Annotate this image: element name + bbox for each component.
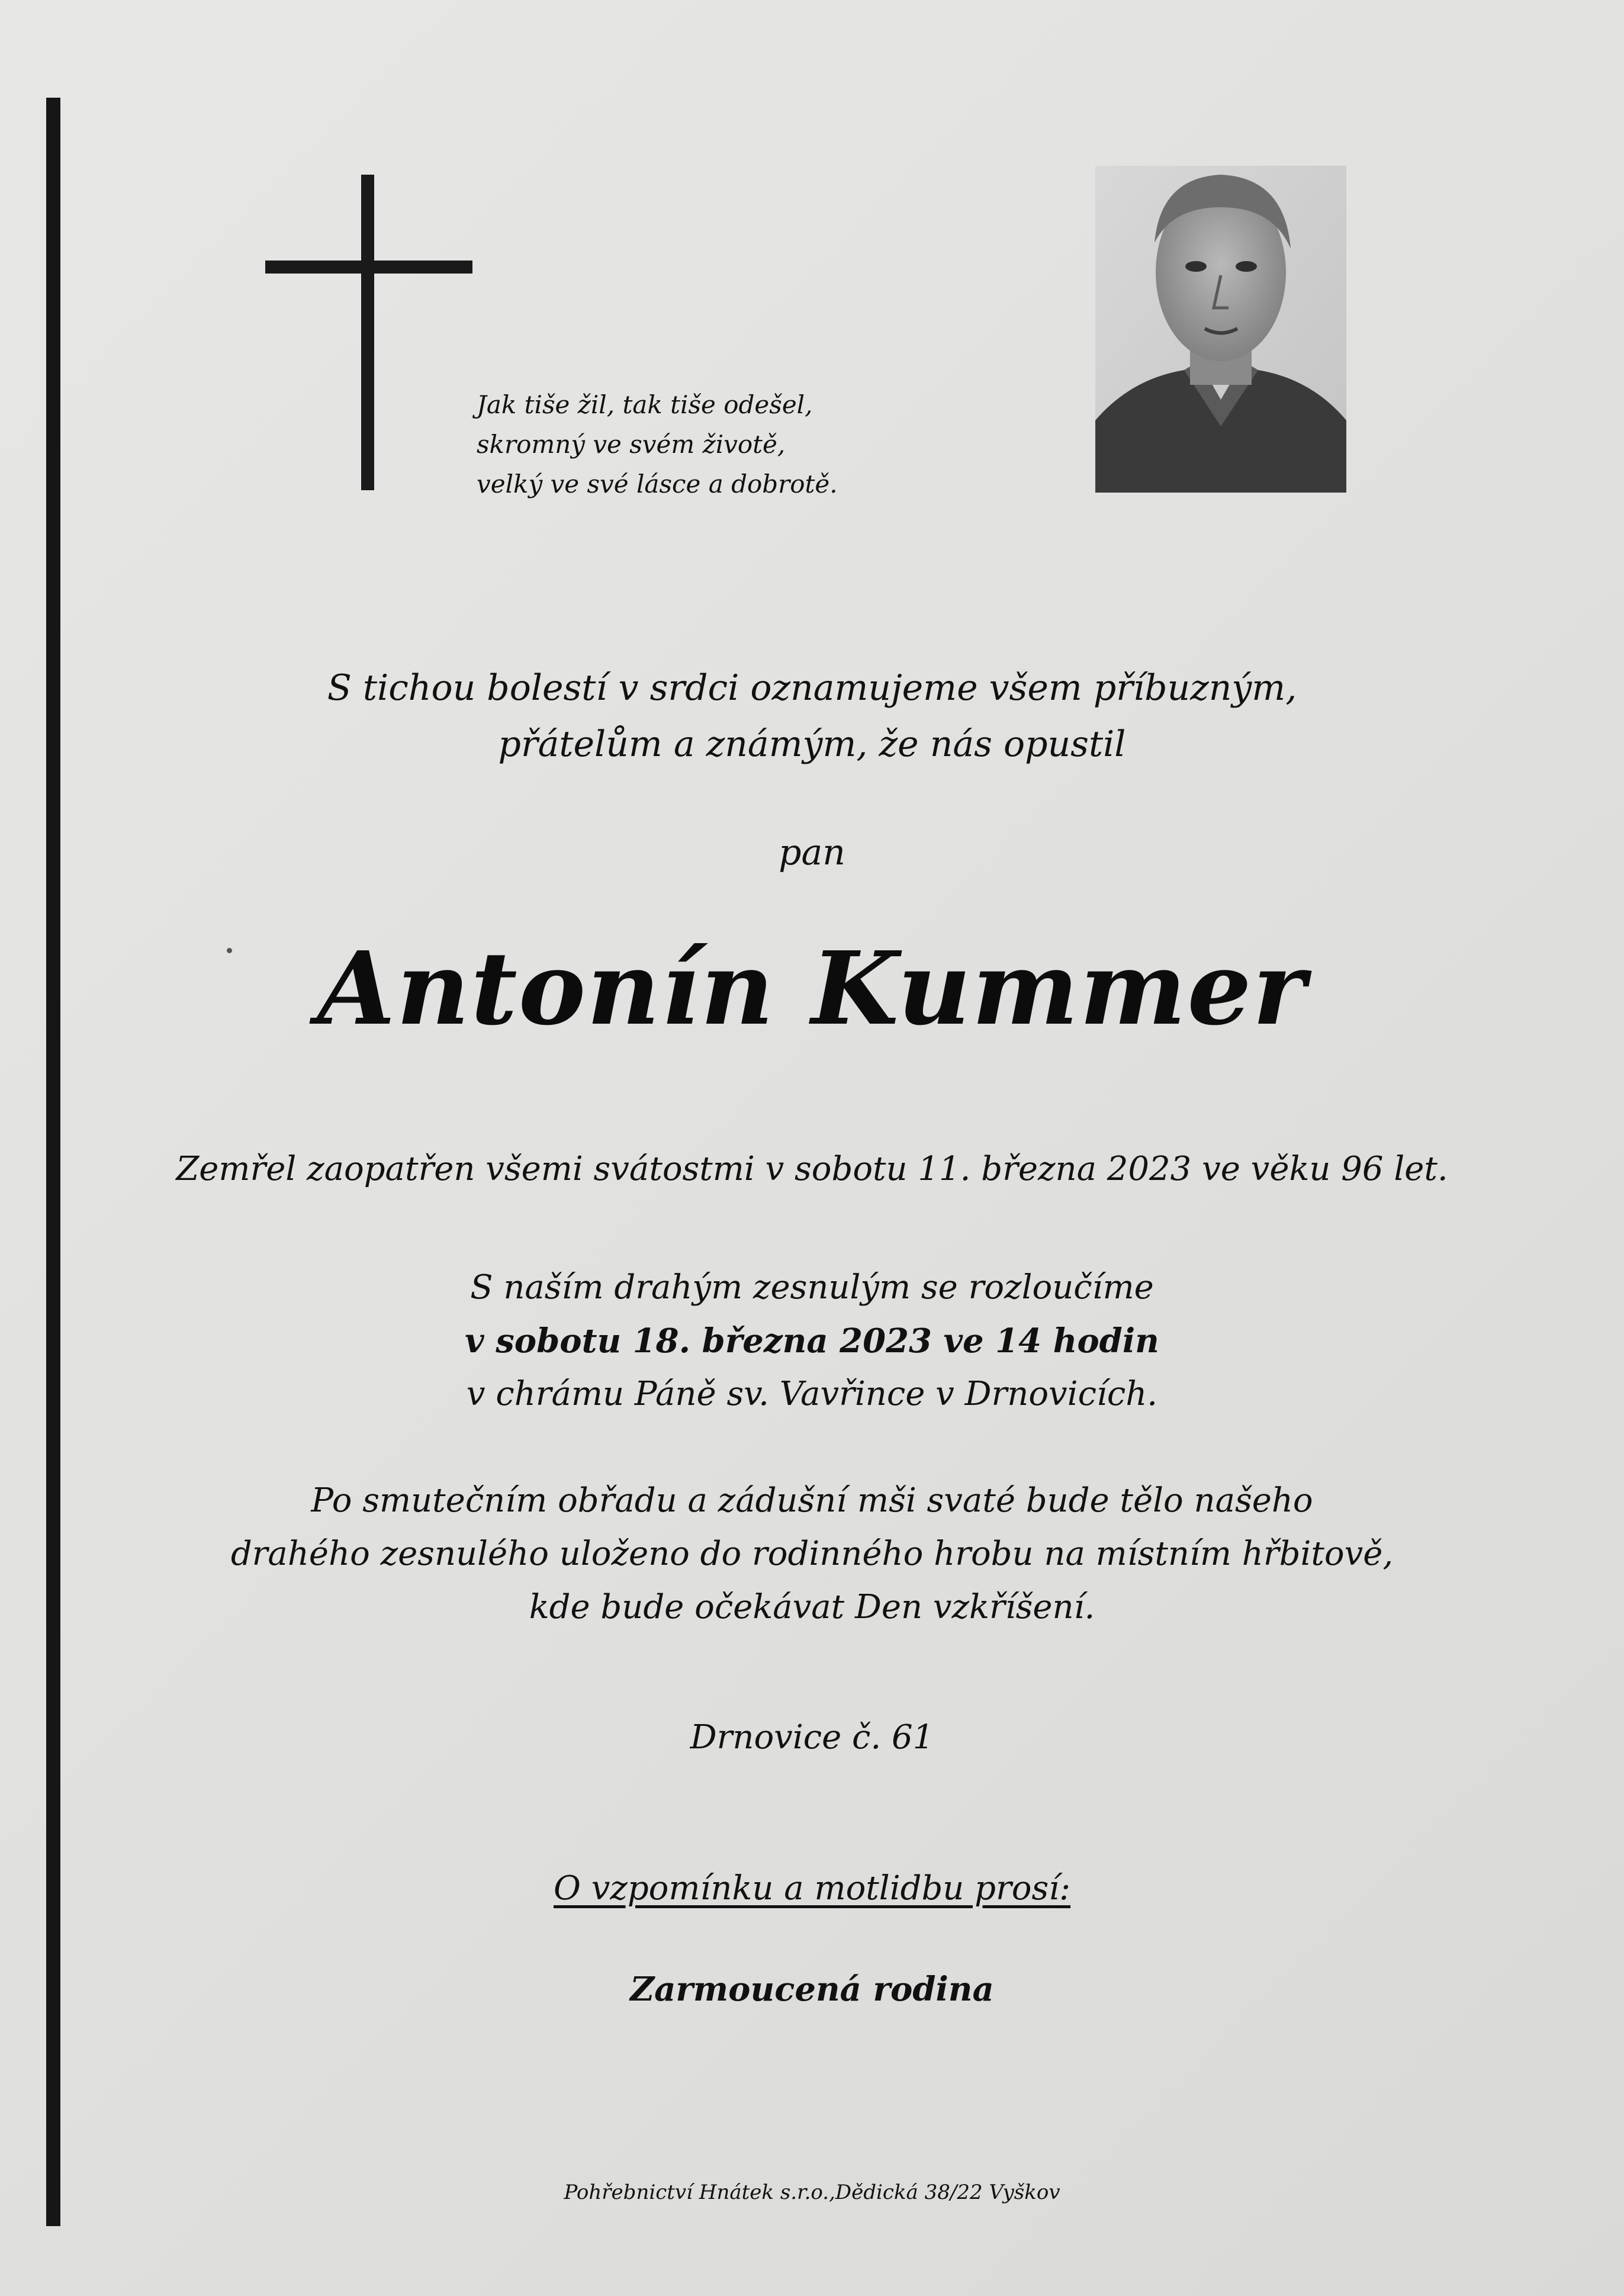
- cross-horizontal-bar: [265, 261, 472, 274]
- death-notice: [0, 1143, 1624, 1196]
- funeral-service-footer: [0, 2175, 1624, 2210]
- remembrance-request-text: O vzpomínku a motlidbu prosí:: [553, 1869, 1071, 1908]
- cross-vertical-bar: [361, 175, 374, 490]
- deceased-name: [0, 930, 1624, 1048]
- burial-line: drahého zesnulého uloženo do rodinného hrobu na místním hřbitově,: [230, 1535, 1394, 1573]
- portrait-illustration: [1095, 166, 1346, 493]
- family-address-text: Drnovice č. 61: [690, 1718, 934, 1757]
- family-address: [0, 1711, 1624, 1764]
- deceased-name-text: Antonín Kummer: [317, 930, 1307, 1048]
- farewell-location: v chrámu Páně sv. Vavřince v Drnovicích.: [466, 1375, 1158, 1413]
- intro-line: S tichou bolestí v srdci oznamujeme všem příbuzným,: [327, 667, 1297, 709]
- farewell-date: v sobotu 18. března 2023 ve 14 hodin: [465, 1321, 1159, 1361]
- death-notice-text: Zemřel zaopatřen všemi svátostmi v sobotu 11. března 2023 ve věku 96 let.: [176, 1150, 1448, 1188]
- farewell-line: S naším drahým zesnulým se rozloučíme: [470, 1268, 1154, 1307]
- farewell-details: [0, 1261, 1624, 1421]
- announcement-intro: [0, 660, 1624, 773]
- remembrance-request: [0, 1862, 1624, 1915]
- burial-line: kde bude očekávat Den vzkříšení.: [529, 1588, 1095, 1626]
- motto-line: skromný ve svém životě,: [477, 430, 786, 459]
- motto-line: Jak tiše žil, tak tiše odešel,: [477, 390, 813, 419]
- motto-line: velký ve své lásce a dobrotě.: [477, 470, 838, 499]
- burial-details: [0, 1474, 1624, 1634]
- portrait-photo: [1095, 166, 1346, 493]
- burial-line: Po smutečním obřadu a zádušní mši svaté bude tělo našeho: [311, 1481, 1313, 1520]
- motto-verse: [477, 385, 891, 504]
- family-signature: [0, 1963, 1624, 2016]
- funeral-service-text: Pohřebnictví Hnátek s.r.o.,Dědická 38/22 Vyškov: [564, 2181, 1060, 2204]
- family-signature-text: Zarmoucená rodina: [630, 1970, 994, 2009]
- intro-line: přátelům a známým, že nás opustil: [498, 723, 1126, 765]
- honorific: pan: [779, 832, 845, 873]
